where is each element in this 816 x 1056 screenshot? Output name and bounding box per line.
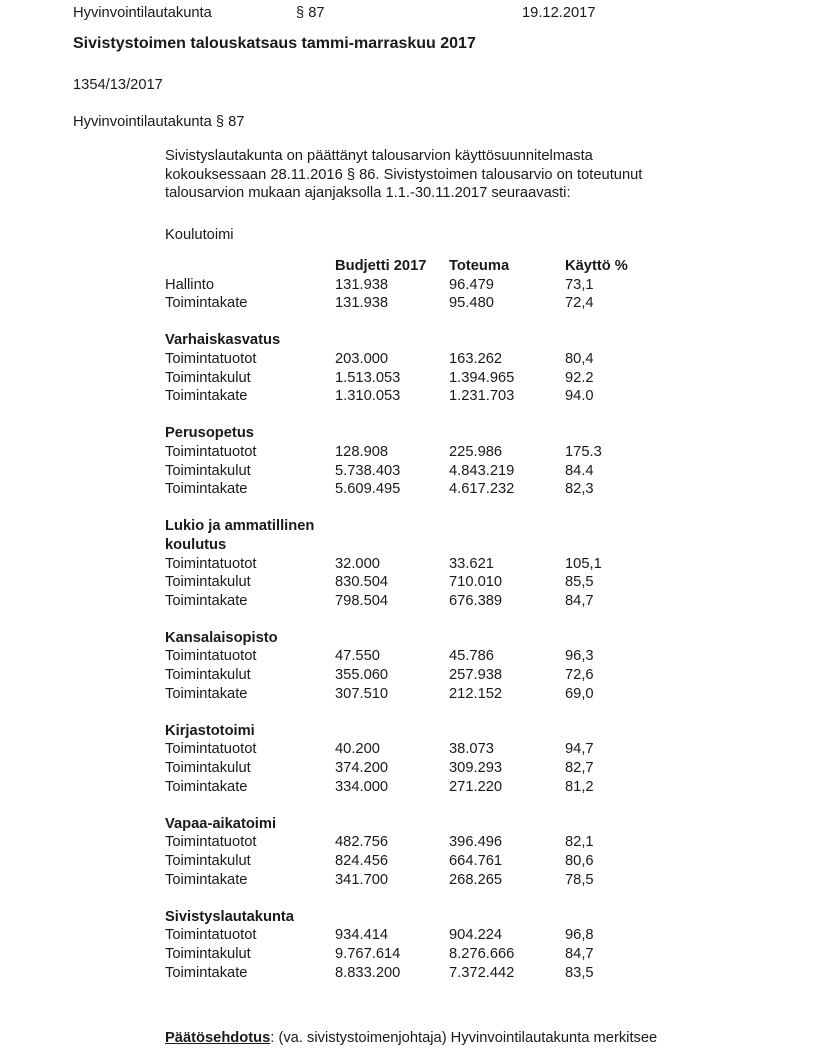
row-label: Toimintakulut xyxy=(165,574,251,591)
cell-value: 82,3 xyxy=(565,481,594,498)
cell-value: 84.4 xyxy=(565,462,594,479)
cell-value: 9.767.614 xyxy=(335,945,401,962)
cell-value: 798.504 xyxy=(335,592,389,609)
cell-value: 8.276.666 xyxy=(449,945,515,962)
row-label: Toimintatuotot xyxy=(165,443,257,460)
cell-value: 81,2 xyxy=(565,778,594,795)
header-meeting-date: 19.12.2017 xyxy=(522,5,596,21)
cell-value: 94.0 xyxy=(565,388,594,405)
decision-text: : (va. sivistystoimenjohtaja) Hyvinvointilautakunta merkitsee xyxy=(270,1030,658,1046)
cell-value: 271.220 xyxy=(449,778,503,795)
cell-value: 374.200 xyxy=(335,760,389,777)
cell-value: 824.456 xyxy=(335,853,389,869)
cell-value: 82,7 xyxy=(565,760,594,777)
cell-value: 904.224 xyxy=(449,927,503,944)
row-label: Toimintakate xyxy=(165,388,248,405)
cell-value: 934.414 xyxy=(335,927,389,944)
department-label: Koulutoimi xyxy=(165,227,234,243)
intro-paragraph: Sivistyslautakunta on päättänyt talousarvion käyttösuunnitelmasta kokouksessaan 28.11.2016 § 86. Sivistystoimen talousarvio on toteutunut talousarvion mukaan ajanjaksolla 1.1.-30.11.2017 seuraavasti: xyxy=(165,148,643,202)
cell-value: 96.479 xyxy=(449,276,494,293)
row-label: Toimintakate xyxy=(165,871,248,888)
cell-value: 1.394.965 xyxy=(449,369,515,386)
header-section-reference: § 87 xyxy=(296,5,325,21)
row-label: Toimintatuotot xyxy=(165,927,257,944)
row-label: Hallinto xyxy=(165,276,214,293)
column-header: Toteuma xyxy=(449,258,510,274)
table-row xyxy=(165,462,685,481)
cell-value: 225.986 xyxy=(449,443,503,460)
row-label: Toimintakate xyxy=(165,295,248,312)
row-label: Toimintakulut xyxy=(165,760,251,777)
section-title: Vapaa-aikatoimi xyxy=(165,815,277,832)
table-row xyxy=(165,555,685,574)
row-label: Toimintakulut xyxy=(165,667,251,684)
section-title: Kirjastotoimi xyxy=(165,722,255,739)
cell-value: 4.617.232 xyxy=(449,481,515,498)
cell-value: 5.609.495 xyxy=(335,481,401,498)
column-header xyxy=(165,257,335,276)
cell-value: 33.621 xyxy=(449,555,494,572)
document-title: Sivistystoimen talouskatsaus tammi-marraskuu 2017 xyxy=(73,35,476,52)
row-label: Toimintakate xyxy=(165,481,248,498)
table-row xyxy=(165,833,685,852)
table-row xyxy=(165,964,685,983)
table-row xyxy=(165,443,685,462)
cell-value: 92.2 xyxy=(565,369,594,386)
cell-value: 4.843.219 xyxy=(449,462,515,479)
cell-value: 7.372.442 xyxy=(449,964,515,981)
table-row xyxy=(165,740,685,759)
cell-value: 341.700 xyxy=(335,871,389,888)
section-title: Kansalaisopisto xyxy=(165,629,278,646)
decision-proposal-line xyxy=(165,1029,810,1048)
table-row xyxy=(165,926,685,945)
case-number: 1354/13/2017 xyxy=(73,77,163,93)
cell-value: 676.389 xyxy=(449,592,503,609)
table-row xyxy=(165,387,685,406)
header-committee-name: Hyvinvointilautakunta xyxy=(73,5,212,21)
cell-value: 830.504 xyxy=(335,574,389,591)
cell-value: 163.262 xyxy=(449,350,503,367)
table-row xyxy=(165,871,685,890)
cell-value: 83,5 xyxy=(565,964,594,981)
row-label: Toimintatuotot xyxy=(165,741,257,758)
cell-value: 82,1 xyxy=(565,834,594,851)
table-row xyxy=(165,480,685,499)
cell-value: 80,4 xyxy=(565,350,594,367)
cell-value: 212.152 xyxy=(449,685,503,702)
table-row xyxy=(165,778,685,797)
cell-value: 131.938 xyxy=(335,295,389,312)
cell-value: 334.000 xyxy=(335,778,389,795)
row-label: Toimintakulut xyxy=(165,369,251,386)
row-label: Toimintatuotot xyxy=(165,648,257,665)
table-row xyxy=(165,852,685,871)
cell-value: 307.510 xyxy=(335,685,389,702)
table-row xyxy=(165,647,685,666)
column-header: Budjetti 2017 xyxy=(335,258,427,274)
decision-label: Päätösehdotus xyxy=(165,1030,271,1046)
table-row xyxy=(165,759,685,778)
table-row xyxy=(165,276,685,295)
row-label: Toimintatuotot xyxy=(165,834,257,851)
cell-value: 72,4 xyxy=(565,295,594,312)
cell-value: 128.908 xyxy=(335,443,389,460)
cell-value: 84,7 xyxy=(565,945,594,962)
row-label: Toimintatuotot xyxy=(165,555,257,572)
cell-value: 85,5 xyxy=(565,574,594,591)
committee-paragraph-line: Hyvinvointilautakunta § 87 xyxy=(73,114,245,130)
table-row xyxy=(165,369,685,388)
cell-value: 268.265 xyxy=(449,871,503,888)
cell-value: 482.756 xyxy=(335,834,389,851)
row-label: Toimintakate xyxy=(165,778,248,795)
table-row xyxy=(165,592,685,611)
cell-value: 396.496 xyxy=(449,834,503,851)
cell-value: 257.938 xyxy=(449,667,503,684)
cell-value: 45.786 xyxy=(449,648,494,665)
cell-value: 203.000 xyxy=(335,350,389,367)
cell-value: 47.550 xyxy=(335,648,380,665)
table-row xyxy=(165,945,685,964)
cell-value: 95.480 xyxy=(449,295,494,312)
cell-value: 105,1 xyxy=(565,555,602,572)
section-title: Lukio ja ammatillinen koulutus xyxy=(165,518,315,553)
row-label: Toimintakate xyxy=(165,685,248,702)
section-title: Varhaiskasvatus xyxy=(165,332,281,349)
cell-value: 80,6 xyxy=(565,853,594,869)
cell-value: 309.293 xyxy=(449,760,503,777)
cell-value: 5.738.403 xyxy=(335,462,401,479)
cell-value: 96,3 xyxy=(565,648,594,665)
budget-table xyxy=(165,257,685,982)
row-label: Toimintakulut xyxy=(165,853,251,869)
cell-value: 32.000 xyxy=(335,555,380,572)
cell-value: 72,6 xyxy=(565,667,594,684)
cell-value: 38.073 xyxy=(449,741,494,758)
table-row xyxy=(165,685,685,704)
table-row xyxy=(165,666,685,685)
row-label: Toimintakate xyxy=(165,592,248,609)
row-label: Toimintakate xyxy=(165,964,248,981)
table-row xyxy=(165,350,685,369)
column-header: Käyttö % xyxy=(565,258,628,274)
cell-value: 69,0 xyxy=(565,685,594,702)
section-title: Perusopetus xyxy=(165,425,254,442)
cell-value: 1.310.053 xyxy=(335,388,401,405)
row-label: Toimintakulut xyxy=(165,945,251,962)
row-label: Toimintatuotot xyxy=(165,350,257,367)
cell-value: 96,8 xyxy=(565,927,594,944)
cell-value: 84,7 xyxy=(565,592,594,609)
cell-value: 78,5 xyxy=(565,871,594,888)
cell-value: 1.231.703 xyxy=(449,388,515,405)
cell-value: 131.938 xyxy=(335,276,389,293)
cell-value: 94,7 xyxy=(565,741,594,758)
cell-value: 175.3 xyxy=(565,443,602,460)
cell-value: 355.060 xyxy=(335,667,389,684)
table-row xyxy=(165,294,685,313)
table-header-row xyxy=(165,257,685,276)
cell-value: 1.513.053 xyxy=(335,369,401,386)
cell-value: 8.833.200 xyxy=(335,964,401,981)
table-row xyxy=(165,573,685,592)
cell-value: 73,1 xyxy=(565,276,594,293)
row-label: Toimintakulut xyxy=(165,462,251,479)
section-title: Sivistyslautakunta xyxy=(165,908,294,925)
cell-value: 40.200 xyxy=(335,741,380,758)
cell-value: 664.761 xyxy=(449,853,503,869)
cell-value: 710.010 xyxy=(449,574,503,591)
